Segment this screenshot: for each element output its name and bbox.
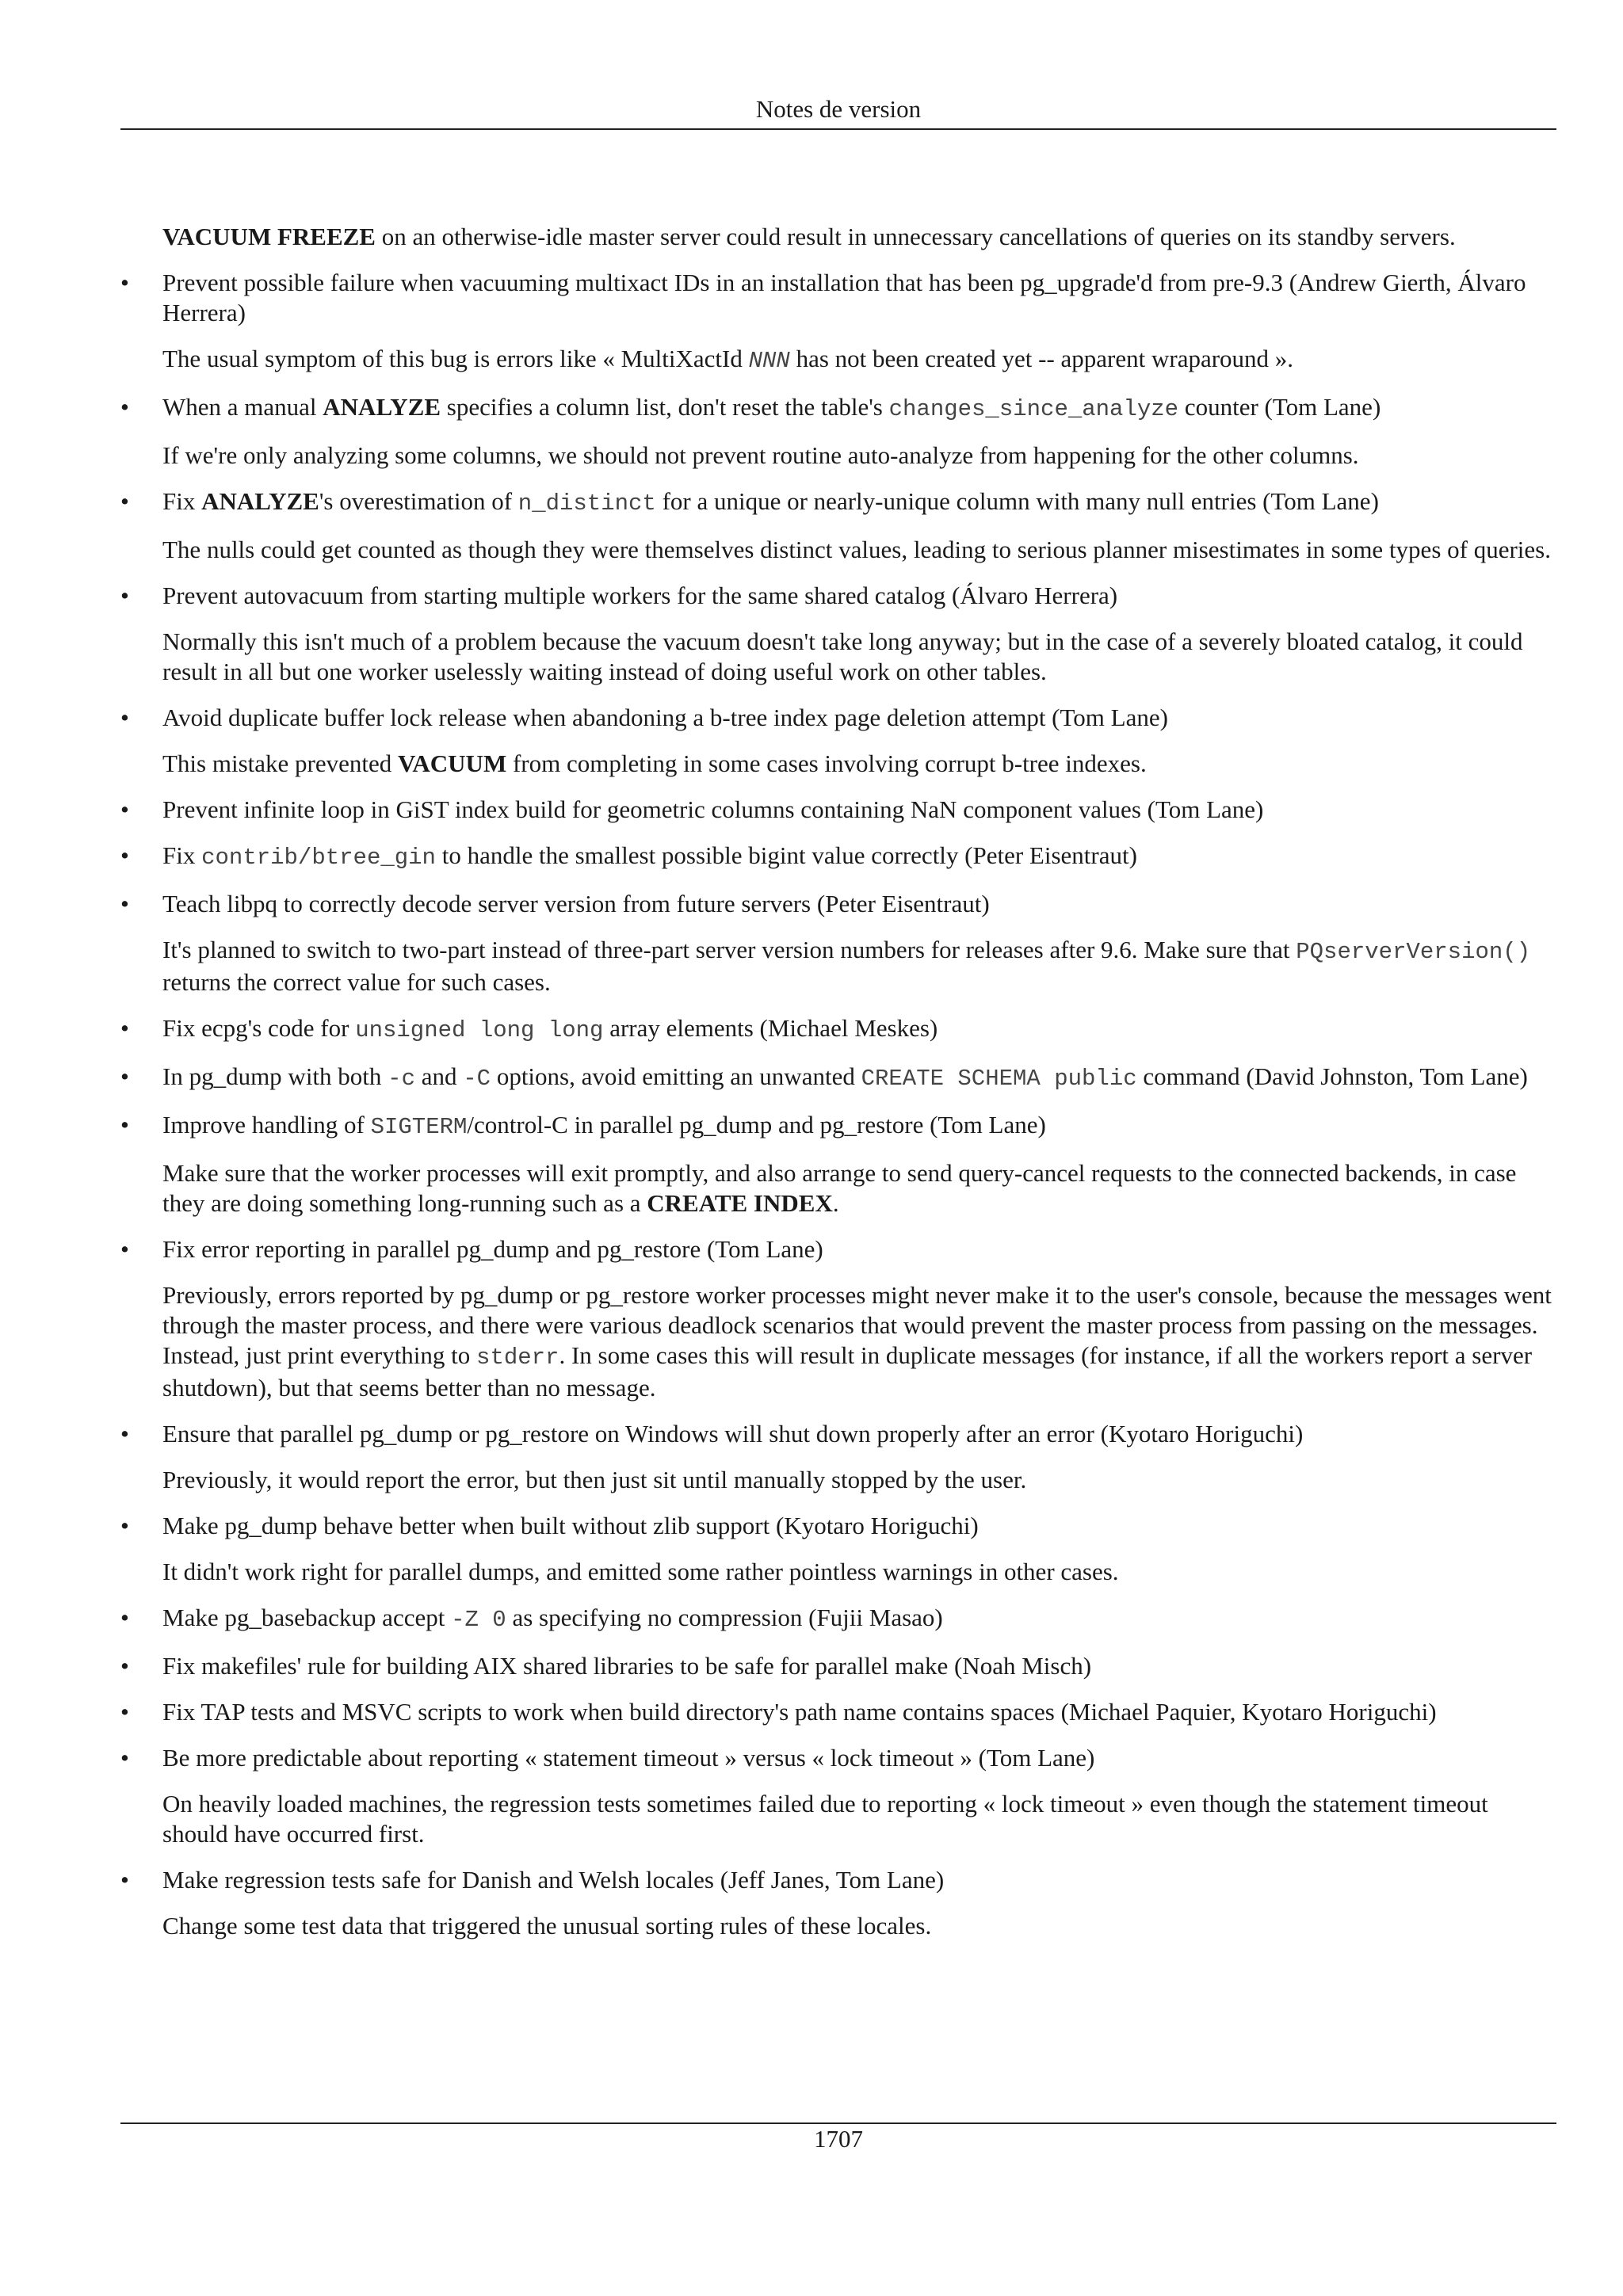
- list-item: • Fix contrib/btree_gin to handle the smallest possible bigint value correctly (Peter Eisentraut): [120, 841, 1137, 871]
- list-item: • Teach libpq to correctly decode server version from future servers (Peter Eisentraut): [120, 890, 990, 917]
- list-item: • Prevent possible failure when vacuuming multixact IDs in an installation that has been pg_upgrade'd from pre-9.3 (Andrew Gierth, Álvaro Herrera): [120, 269, 1526, 326]
- list-item: • Improve handling of SIGTERM/control-C in parallel pg_dump and pg_restore (Tom Lane): [120, 1111, 1046, 1140]
- list-item: • Avoid duplicate buffer lock release when abandoning a b-tree index page deletion attempt (Tom Lane): [120, 704, 1168, 731]
- list-item: • In pg_dump with both -c and -C options, avoid emitting an unwanted CREATE SCHEMA public command (David Johnston, Tom Lane): [120, 1062, 1528, 1092]
- list-item: • Make pg_basebackup accept -Z 0 as specifying no compression (Fujii Masao): [120, 1604, 943, 1633]
- list-item: • Make regression tests safe for Danish and Welsh locales (Jeff Janes, Tom Lane): [120, 1866, 945, 1894]
- release-notes-body: [120, 222, 1556, 1957]
- bullet-icon: •: [120, 1062, 129, 1090]
- bullet-icon: •: [120, 841, 129, 869]
- page-header-title: Notes de version: [755, 95, 922, 123]
- bullet-icon: •: [120, 1111, 129, 1138]
- item-detail: It's planned to switch to two-part instead of three-part server version numbers for releases after 9.6. Make sure that PQserverVersion() returns the correct value for such cases.: [162, 936, 1531, 996]
- header-rule: [120, 128, 1556, 130]
- bullet-icon: •: [120, 1235, 129, 1263]
- list-item: • Fix ecpg's code for unsigned long long array elements (Michael Meskes): [120, 1014, 938, 1043]
- list-item: • Ensure that parallel pg_dump or pg_restore on Windows will shut down properly after an error (Kyotaro Horiguchi): [120, 1420, 1304, 1447]
- item-detail: The nulls could get counted as though they were themselves distinct values, leading to serious planner misestimates in some types of queries.: [162, 536, 1551, 563]
- item-detail: On heavily loaded machines, the regression tests sometimes failed due to reporting « lock timeout » even though the statement timeout should have occurred first.: [162, 1790, 1488, 1848]
- bullet-icon: •: [120, 269, 129, 296]
- bullet-icon: •: [120, 1744, 129, 1772]
- bullet-icon: •: [120, 704, 129, 731]
- bullet-icon: •: [120, 582, 129, 609]
- list-item: • Fix TAP tests and MSVC scripts to work when build directory's path name contains spaces (Michael Paquier, Kyotaro Horiguchi): [120, 1698, 1437, 1726]
- item-detail: Normally this isn't much of a problem because the vacuum doesn't take long anyway; but in the case of a severely bloated catalog, it could result in all but one worker uselessly waiting instead of doing useful work on other tables.: [162, 627, 1523, 685]
- bullet-icon: •: [120, 487, 129, 515]
- list-item: • Fix makefiles' rule for building AIX shared libraries to be safe for parallel make (Noah Misch): [120, 1652, 1092, 1680]
- list-item: • Be more predictable about reporting « statement timeout » versus « lock timeout » (Tom Lane): [120, 1744, 1095, 1772]
- list-item: • Prevent autovacuum from starting multiple workers for the same shared catalog (Álvaro Herrera): [120, 582, 1118, 609]
- bullet-icon: •: [120, 393, 129, 421]
- item-detail: If we're only analyzing some columns, we should not prevent routine auto-analyze from happening for the other columns.: [162, 441, 1359, 469]
- bullet-icon: •: [120, 1014, 129, 1042]
- item-detail: Change some test data that triggered the unusual sorting rules of these locales.: [162, 1912, 932, 1939]
- page-number: 1707: [814, 2125, 863, 2153]
- item-detail: The usual symptom of this bug is errors like « MultiXactId NNN has not been created yet -- apparent wraparound ».: [162, 345, 1294, 374]
- item-detail: It didn't work right for parallel dumps, and emitted some rather pointless warnings in other cases.: [162, 1558, 1119, 1585]
- bullet-icon: •: [120, 1866, 129, 1894]
- bullet-icon: •: [120, 1512, 129, 1539]
- bullet-icon: •: [120, 1652, 129, 1680]
- list-item: • When a manual ANALYZE specifies a column list, don't reset the table's changes_since_analyze counter (Tom Lane): [120, 393, 1381, 422]
- bullet-icon: •: [120, 1420, 129, 1447]
- list-item: • Fix ANALYZE's overestimation of n_distinct for a unique or nearly-unique column with many null entries (Tom Lane): [120, 487, 1379, 517]
- bullet-icon: •: [120, 795, 129, 823]
- list-item: • Prevent infinite loop in GiST index build for geometric columns containing NaN component values (Tom Lane): [120, 795, 1264, 823]
- list-item: • Make pg_dump behave better when built without zlib support (Kyotaro Horiguchi): [120, 1512, 979, 1539]
- item-detail: This mistake prevented VACUUM from completing in some cases involving corrupt b-tree indexes.: [162, 749, 1147, 777]
- item-detail: Previously, errors reported by pg_dump or pg_restore worker processes might never make it to the user's console, because the messages went through the master process, and there were various deadlock scenarios that would prevent the master process from passing on the messages. Instead, just print everything to stderr. In some cases this will result in duplicate messages (for instance, if all the workers report a server shutdown), but that seems better than no message.: [162, 1281, 1552, 1402]
- item-detail: Make sure that the worker processes will exit promptly, and also arrange to send query-cancel requests to the connected backends, in case they are doing something long-running such as a CREATE INDEX.: [162, 1159, 1517, 1217]
- bullet-icon: •: [120, 890, 129, 917]
- list-item: • Fix error reporting in parallel pg_dump and pg_restore (Tom Lane): [120, 1235, 823, 1263]
- item-detail: Previously, it would report the error, but then just sit until manually stopped by the user.: [162, 1466, 1027, 1493]
- bullet-icon: •: [120, 1604, 129, 1631]
- bullet-icon: •: [120, 1698, 129, 1726]
- intro-paragraph: VACUUM FREEZE on an otherwise-idle master server could result in unnecessary cancellations of queries on its standby servers.: [162, 223, 1456, 250]
